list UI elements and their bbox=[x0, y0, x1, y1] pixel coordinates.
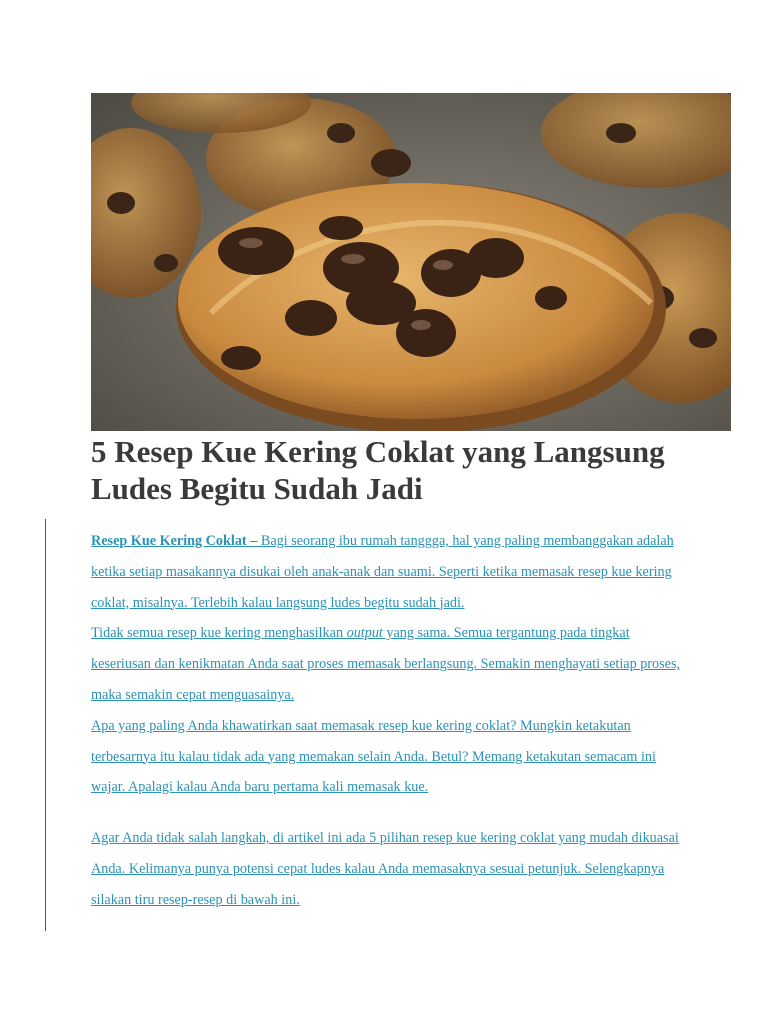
paragraph-2-link-after[interactable]: yang sama. Semua tergantung pada tingkat keseriusan dan kenikmatan Anda saat proses memasak berlangsung. Semakin menghayati setiap proses, maka semakin cepat menguasainya. bbox=[91, 625, 681, 703]
paragraph-1-link-text[interactable]: Bagi seorang ibu rumah tanggga, hal yang paling membanggakan adalah ketika setiap masakannya disukai oleh anak-anak dan suami. Seperti ketika memasak resep kue kering coklat, misalnya. Terlebih kalau langsung ludes begitu sudah jadi. bbox=[91, 533, 674, 611]
paragraph-1 bbox=[91, 526, 691, 618]
paragraph-4 bbox=[91, 823, 691, 915]
lead-dash: – bbox=[246, 533, 258, 549]
output-italic: output bbox=[346, 625, 383, 642]
paragraph-4-link[interactable]: Agar Anda tidak salah langkah, di artikel ini ada 5 pilihan resep kue kering coklat yang mudah dikuasai Anda. Kelimanya punya potensi cepat ludes kalau Anda memasaknya sesuai petunjuk. Selengkapnya silakan tiru resep-resep di bawah ini. bbox=[91, 830, 679, 908]
paragraph-2 bbox=[91, 618, 691, 710]
paragraph-2-link-before[interactable]: Tidak semua resep kue kering menghasilkan bbox=[91, 625, 347, 642]
article-body bbox=[91, 526, 691, 916]
hero-image-cookies bbox=[91, 93, 731, 431]
margin-divider bbox=[45, 519, 46, 931]
article-title: 5 Resep Kue Kering Coklat yang Langsung Ludes Begitu Sudah Jadi bbox=[91, 434, 665, 506]
lead-link-resep-kue-kering-coklat[interactable]: Resep Kue Kering Coklat bbox=[91, 533, 247, 549]
paragraph-2-link-italic[interactable] bbox=[347, 625, 383, 641]
paragraph-3 bbox=[91, 711, 691, 803]
paragraph-gap bbox=[91, 803, 691, 823]
cookies-photo bbox=[91, 93, 731, 431]
paragraph-3-link[interactable]: Apa yang paling Anda khawatirkan saat memasak resep kue kering coklat? Mungkin ketakutan terbesarnya itu kalau tidak ada yang memakan selain Anda. Betul? Memang ketakutan semacam ini wajar. Apalagi kalau Anda baru pertama kali memasak kue. bbox=[91, 717, 656, 796]
